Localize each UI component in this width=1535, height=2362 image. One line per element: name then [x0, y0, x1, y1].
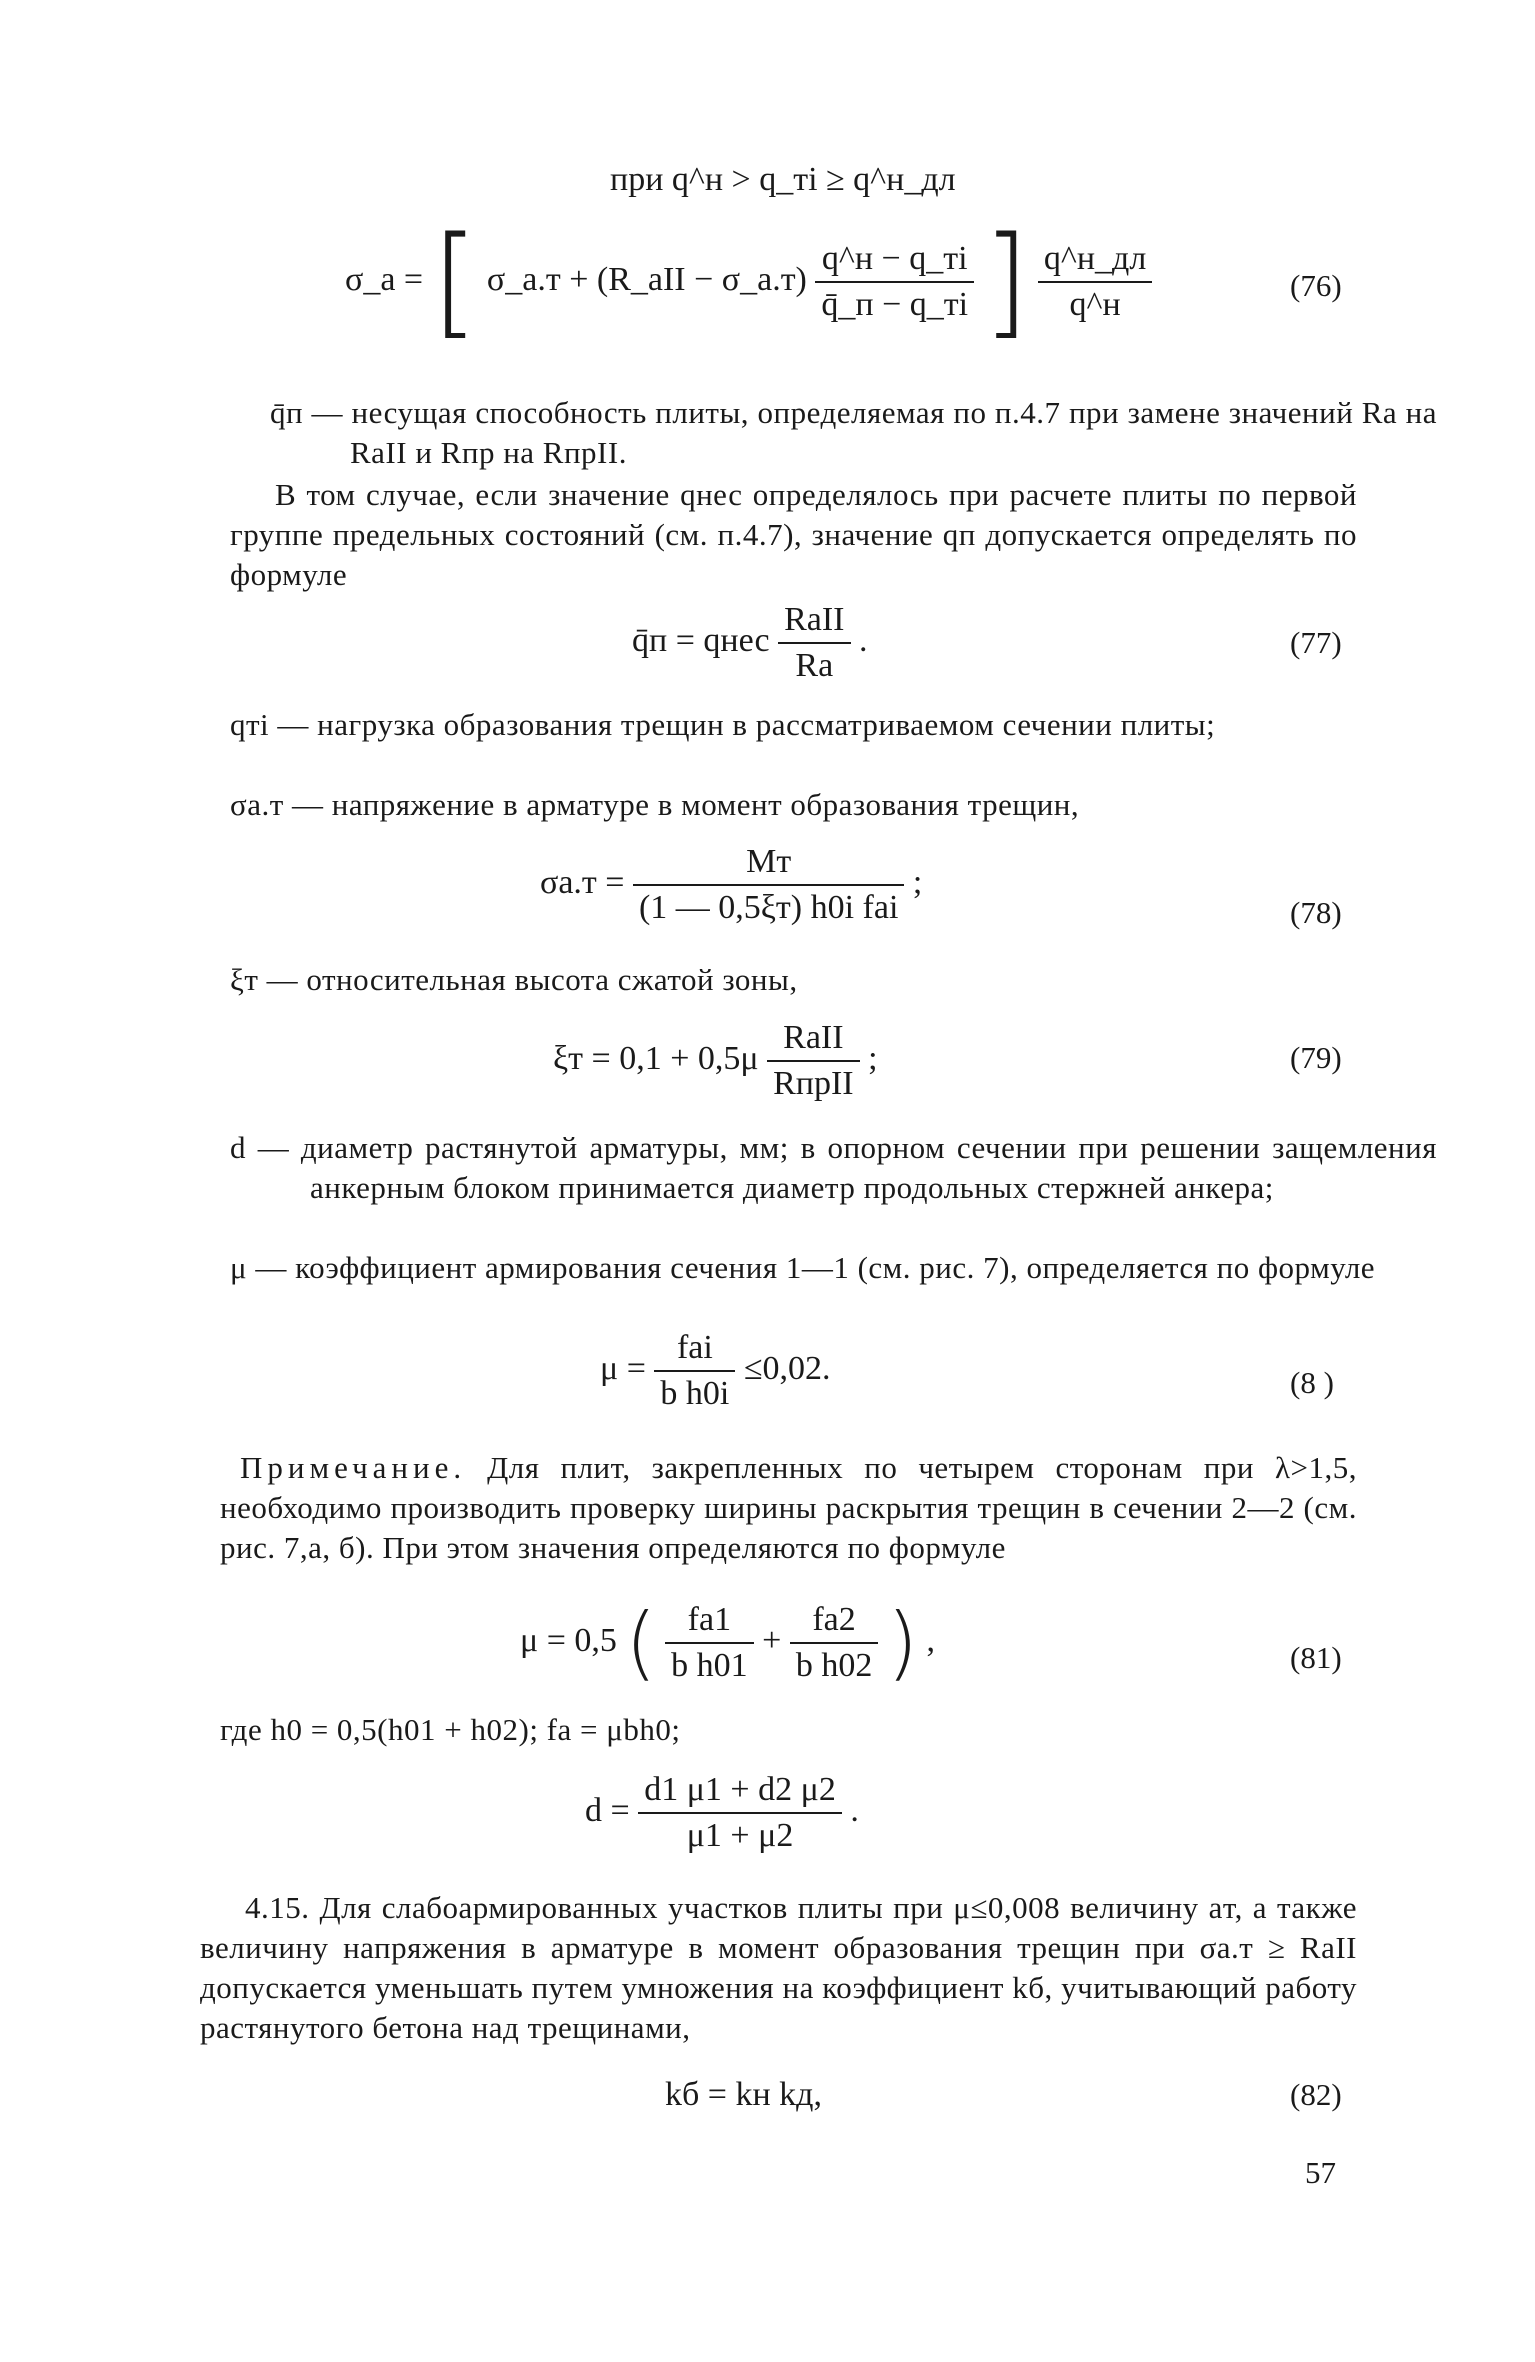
eq80-fraction — [654, 1328, 735, 1414]
eqd-lhs: d = — [585, 1791, 630, 1829]
eq79-fraction — [767, 1018, 860, 1104]
eq78-tail: ; — [912, 863, 923, 901]
eq76-lhs: σ_а = — [345, 260, 424, 298]
definition-sigma — [230, 785, 1357, 825]
equation-82 — [665, 2075, 822, 2115]
eqd-fraction — [638, 1770, 842, 1856]
eq76-frac-den: q̄_п − q_тi — [821, 286, 969, 323]
eq82-number: (82) — [1290, 2077, 1342, 2112]
eq80-lhs: μ = — [600, 1349, 646, 1387]
definition-mu-text: μ — коэффициент армирования сечения 1—1 (см. рис. 7), определяется по формуле — [230, 1250, 1376, 1285]
definition-xi — [230, 960, 1357, 1000]
definition-sigma-text: σа.т — напряжение в арматуре в момент образования трещин, — [230, 787, 1080, 822]
equation-81 — [520, 1596, 936, 1689]
eq78-fraction — [633, 842, 904, 928]
right-bracket: ] — [982, 212, 1030, 351]
eq79-den: RпрII — [773, 1065, 854, 1102]
definition-qp-text: q̄п — несущая способность плиты, определяемая по п.4.7 при замене значений Rа на RаII и Rпр на RпрII. — [270, 395, 1437, 470]
equation-78 — [540, 842, 922, 928]
definition-d-text: d — диаметр растянутой арматуры, мм; в опорном сечении при решении защемления анкерным блоком принимается диаметр продольных стержней анкера; — [230, 1130, 1437, 1205]
eq81-plus: + — [762, 1621, 782, 1659]
equation-d — [585, 1770, 859, 1856]
paragraph-4-15 — [200, 1888, 1357, 2048]
eq78-lhs: σа.т = — [540, 863, 625, 901]
eq78-den: (1 — 0,5ξт) h0i fаi — [638, 889, 899, 926]
where-line — [220, 1710, 1357, 1750]
note-text: Для плит, закрепленных по четырем сторонам при λ>1,5, необходимо производить проверку ширины раскрытия трещин в сечении 2—2 (см. рис. 7,а, б). При этом значения определяются по формуле — [220, 1450, 1357, 1565]
note-paragraph — [220, 1448, 1357, 1568]
eq78-num: Mт — [633, 842, 904, 886]
eq81-num1: fа1 — [665, 1600, 754, 1644]
condition-line — [610, 160, 956, 200]
eq82-formula: kб = kн kд, — [665, 2076, 822, 2113]
eq76-outer-fraction — [1038, 239, 1152, 325]
eq81-fraction-2 — [790, 1600, 879, 1686]
eq81-num2: fа2 — [790, 1600, 879, 1644]
left-paren: ( — [625, 1596, 657, 1689]
eq79-tail: ; — [868, 1039, 878, 1077]
eq78-number: (78) — [1290, 895, 1342, 930]
equation-77 — [632, 600, 868, 686]
equation-80 — [600, 1328, 831, 1414]
definition-qt-text: qтi — нагрузка образования трещин в рассматриваемом сечении плиты; — [230, 707, 1216, 742]
definition-qt — [230, 705, 1437, 745]
eq81-lhs: μ = 0,5 — [520, 1621, 617, 1659]
eq77-fraction — [778, 600, 850, 686]
eq76-bracket-term: σ_а.т + (R_аII − σ_а.т) — [486, 260, 807, 298]
paragraph-case-text: В том случае, если значение qнес определялось при расчете плиты по первой группе предельных состояний (см. п.4.7), значение qп допускается определять по формуле — [230, 477, 1357, 592]
paragraph-4-15-text: 4.15. Для слабоармированных участков плиты при μ≤0,008 величину aт, а также величину напряжения в арматуре в момент образования трещин при σа.т ≥ RаII допускается уменьшать путем умножения на коэффициент kб, учитывающий работу растянутого бетона над трещинами, — [200, 1890, 1357, 2045]
eq81-den1: b h01 — [671, 1647, 748, 1684]
eq81-den2: b h02 — [795, 1647, 873, 1684]
eq77-den: Rа — [795, 647, 834, 684]
definition-d — [230, 1128, 1437, 1208]
equation-76 — [345, 212, 1152, 351]
left-bracket: [ — [431, 212, 479, 351]
eq80-num: fаi — [654, 1328, 735, 1372]
right-paren: ) — [886, 1596, 919, 1689]
where-line-text: где h0 = 0,5(h01 + h02); fа = μbh0; — [220, 1712, 681, 1747]
eq80-den: b h0i — [660, 1375, 730, 1412]
eq76-outer-num: q^н_дл — [1038, 239, 1152, 283]
definition-mu — [230, 1248, 1437, 1288]
eq76-fraction — [815, 239, 974, 325]
eq81-number: (81) — [1290, 1640, 1342, 1675]
eqd-den: μ1 + μ2 — [686, 1817, 794, 1854]
eq76-number: (76) — [1290, 268, 1342, 303]
eq79-lhs: ξт = 0,1 + 0,5μ — [553, 1039, 759, 1077]
definition-xi-text: ξт — относительная высота сжатой зоны, — [230, 962, 798, 997]
eqd-tail: . — [850, 1791, 859, 1829]
paragraph-case — [230, 475, 1357, 595]
eq81-fraction-1 — [665, 1600, 754, 1686]
definition-qp — [270, 393, 1437, 473]
page-number: 57 — [1305, 2155, 1336, 2190]
eqd-num: d1 μ1 + d2 μ2 — [638, 1770, 842, 1814]
equation-79 — [553, 1018, 878, 1104]
eq80-tail: ≤0,02. — [743, 1349, 831, 1387]
eq77-lhs: q̄п = qнес — [632, 621, 770, 659]
eq79-number: (79) — [1290, 1040, 1342, 1075]
eq77-number: (77) — [1290, 625, 1342, 660]
eq77-num: RаII — [778, 600, 850, 644]
eq81-tail: , — [926, 1621, 936, 1659]
eq80-number: (8 ) — [1290, 1365, 1334, 1400]
eq76-outer-den: q^н — [1069, 286, 1121, 323]
eq76-frac-num: q^н − q_тi — [815, 239, 974, 283]
eq77-tail: . — [859, 621, 868, 659]
note-label: Примечание. — [240, 1450, 467, 1485]
condition-text: при q^н > q_тi ≥ q^н_дл — [610, 161, 956, 198]
eq79-num: RаII — [767, 1018, 860, 1062]
